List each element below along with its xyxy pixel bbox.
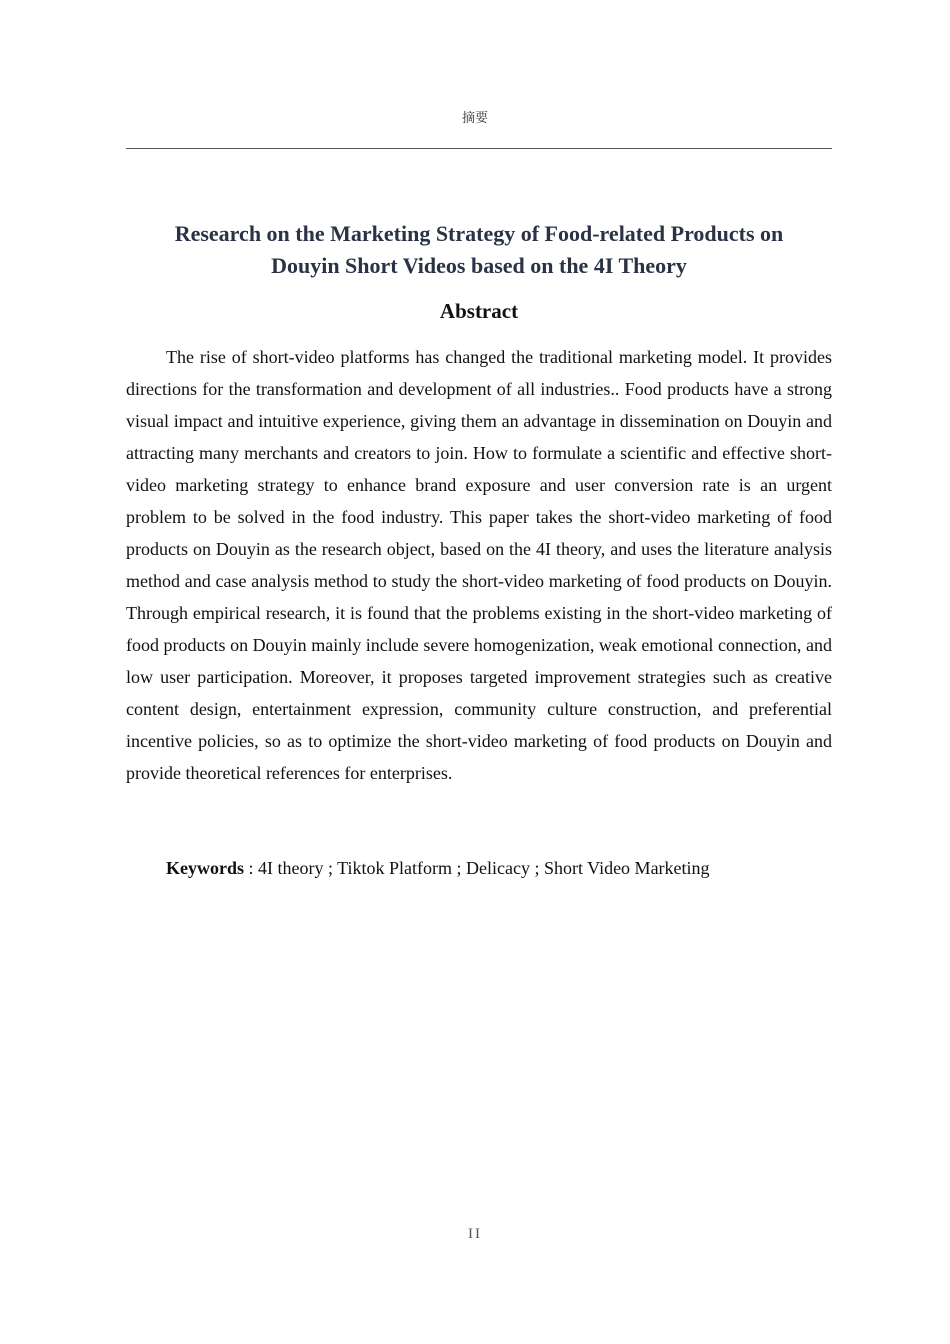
keywords-text: : 4I theory ; Tiktok Platform ; Delicacy ; Short Video Marketing <box>244 858 710 878</box>
keywords-label: Keywords <box>166 858 244 878</box>
page-number: II <box>468 1226 482 1242</box>
paper-title <box>126 218 832 282</box>
keywords-line <box>166 852 832 884</box>
header-rule <box>126 148 832 149</box>
paper-title-line-2: Douyin Short Videos based on the 4I Theory <box>271 253 687 278</box>
running-header: 摘要 <box>461 111 488 126</box>
paper-title-line-1: Research on the Marketing Strategy of Food-related Products on <box>174 221 784 246</box>
abstract-heading: Abstract <box>439 299 519 323</box>
abstract-body: The rise of short-video platforms has changed the traditional marketing model. It provides directions for the transformation and development of all industries.. Food products have a strong visual impact and intuitive experience, giving them an advantage in dissemination on Douyin and attracting many merchants and creators to join. How to formulate a scientific and effective short-video marketing strategy to enhance brand exposure and user conversion rate is an urgent problem to be solved in the food industry. This paper takes the short-video marketing of food products on Douyin as the research object, based on the 4I theory, and uses the literature analysis method and case analysis method to study the short-video marketing of food products on Douyin. Through empirical research, it is found that the problems existing in the short-video marketing of food products on Douyin mainly include severe homogenization, weak emotional connection, and low user participation. Moreover, it proposes targeted improvement strategies such as creative content design, entertainment expression, community culture construction, and preferential incentive policies, so as to optimize the short-video marketing of food products on Douyin and provide theoretical references for enterprises. <box>126 347 832 783</box>
